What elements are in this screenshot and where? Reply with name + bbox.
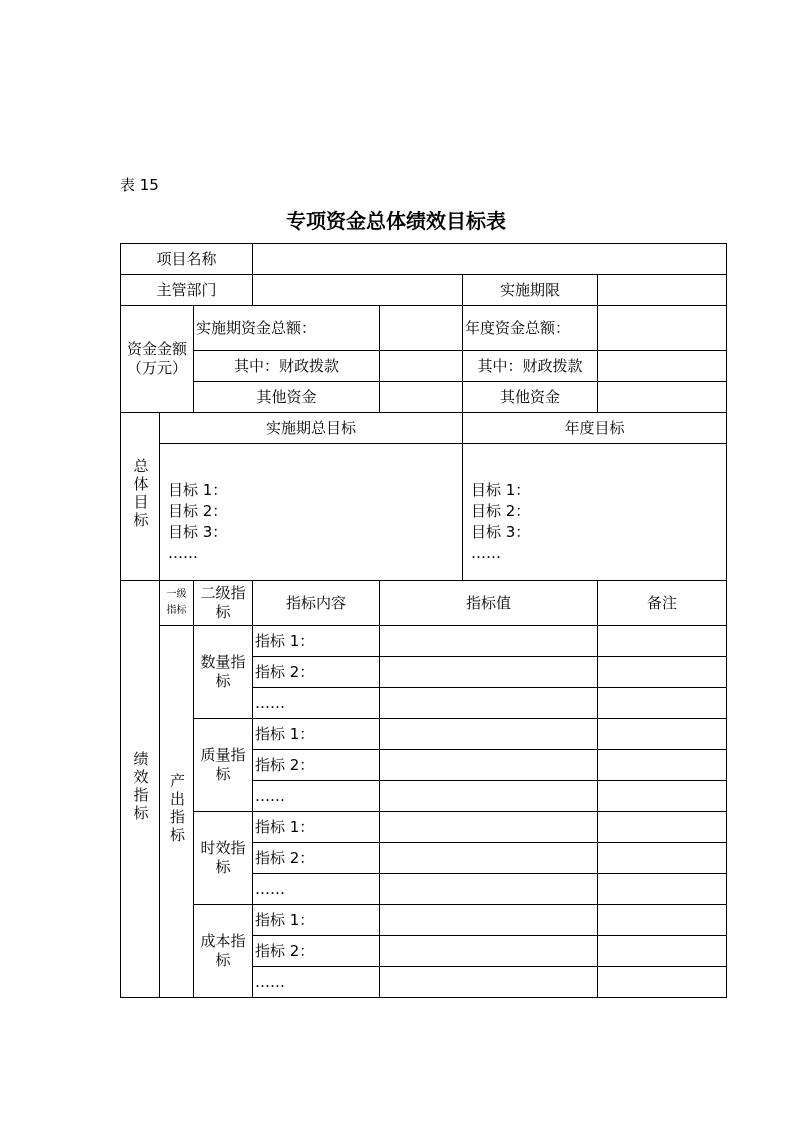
indicators-side bbox=[121, 581, 160, 998]
goal-line: 目标 3： bbox=[471, 523, 531, 541]
indicator-line: 指标 1： bbox=[253, 812, 380, 843]
indicator-value-field[interactable] bbox=[380, 843, 598, 874]
dept-field[interactable] bbox=[253, 275, 463, 306]
table-number: 表 15 bbox=[120, 176, 159, 194]
indicator-note-field[interactable] bbox=[598, 905, 727, 936]
impl-goal-field[interactable] bbox=[160, 444, 463, 581]
content-header: 指标内容 bbox=[253, 581, 380, 626]
goal-line: 目标 1： bbox=[471, 481, 531, 499]
goal-line: …… bbox=[471, 544, 501, 562]
period-label: 实施期限 bbox=[463, 275, 598, 306]
indicator-line: …… bbox=[253, 874, 380, 905]
goal-line: …… bbox=[168, 544, 198, 562]
indicator-note-field[interactable] bbox=[598, 626, 727, 657]
indicator-note-field[interactable] bbox=[598, 936, 727, 967]
funds-label bbox=[121, 306, 194, 413]
dept-label: 主管部门 bbox=[121, 275, 253, 306]
project-name-label: 项目名称 bbox=[121, 244, 253, 275]
indicators-side-text: 绩效指标 bbox=[131, 750, 150, 823]
goal-line: 目标 1： bbox=[168, 481, 228, 499]
indicator-line: 指标 2： bbox=[253, 750, 380, 781]
indicator-line: 指标 1： bbox=[253, 626, 380, 657]
indicator-value-field[interactable] bbox=[380, 719, 598, 750]
impl-goal-header: 实施期总目标 bbox=[160, 413, 463, 444]
impl-total-field[interactable] bbox=[380, 306, 463, 351]
indicator-line: …… bbox=[253, 781, 380, 812]
indicator-line: 指标 1： bbox=[253, 905, 380, 936]
impl-fiscal-label: 其中：财政拨款 bbox=[194, 351, 380, 382]
overall-goals-side-text: 总体目标 bbox=[131, 458, 150, 530]
annual-total-field[interactable] bbox=[598, 306, 727, 351]
annual-total-label: 年度资金总额： bbox=[463, 306, 598, 351]
indicator-value-field[interactable] bbox=[380, 812, 598, 843]
indicator-value-field[interactable] bbox=[380, 750, 598, 781]
performance-goal-table bbox=[120, 243, 727, 998]
indicator-group: 成本指标 bbox=[194, 905, 253, 998]
impl-other-label: 其他资金 bbox=[194, 382, 380, 413]
indicator-value-field[interactable] bbox=[380, 967, 598, 998]
period-field[interactable] bbox=[598, 275, 727, 306]
level2-header: 二级指标 bbox=[194, 581, 253, 626]
indicator-value-field[interactable] bbox=[380, 874, 598, 905]
indicator-value-field[interactable] bbox=[380, 657, 598, 688]
indicator-group: 时效指标 bbox=[194, 812, 253, 905]
indicator-line: 指标 1： bbox=[253, 719, 380, 750]
annual-goal-field[interactable] bbox=[463, 444, 727, 581]
indicator-line: 指标 2： bbox=[253, 843, 380, 874]
annual-goal-header: 年度目标 bbox=[463, 413, 727, 444]
note-header: 备注 bbox=[598, 581, 727, 626]
annual-other-field[interactable] bbox=[598, 382, 727, 413]
goal-line: 目标 3： bbox=[168, 523, 228, 541]
annual-fiscal-field[interactable] bbox=[598, 351, 727, 382]
indicator-note-field[interactable] bbox=[598, 967, 727, 998]
impl-fiscal-field[interactable] bbox=[380, 351, 463, 382]
indicator-line: 指标 2： bbox=[253, 657, 380, 688]
funds-label-text: 资金金额 （万元） bbox=[126, 340, 187, 377]
indicator-value-field[interactable] bbox=[380, 905, 598, 936]
annual-other-label: 其他资金 bbox=[463, 382, 598, 413]
indicator-note-field[interactable] bbox=[598, 843, 727, 874]
indicator-group: 质量指标 bbox=[194, 719, 253, 812]
indicator-value-field[interactable] bbox=[380, 688, 598, 719]
goal-line: 目标 2： bbox=[471, 502, 531, 520]
indicator-line: …… bbox=[253, 688, 380, 719]
indicator-note-field[interactable] bbox=[598, 874, 727, 905]
indicator-note-field[interactable] bbox=[598, 657, 727, 688]
project-name-field[interactable] bbox=[253, 244, 727, 275]
annual-fiscal-label: 其中：财政拨款 bbox=[463, 351, 598, 382]
indicator-note-field[interactable] bbox=[598, 750, 727, 781]
page-title: 专项资金总体绩效目标表 bbox=[286, 209, 506, 233]
indicator-note-field[interactable] bbox=[598, 719, 727, 750]
overall-goals-side bbox=[121, 413, 160, 581]
impl-total-label: 实施期资金总额： bbox=[194, 306, 380, 351]
level1-header: 一级指标 bbox=[160, 581, 194, 626]
indicator-group: 数量指标 bbox=[194, 626, 253, 719]
indicator-line: …… bbox=[253, 967, 380, 998]
goal-line: 目标 2： bbox=[168, 502, 228, 520]
indicator-line: 指标 2： bbox=[253, 936, 380, 967]
indicator-value-field[interactable] bbox=[380, 936, 598, 967]
output-indicator bbox=[160, 626, 194, 998]
indicator-note-field[interactable] bbox=[598, 781, 727, 812]
indicator-note-field[interactable] bbox=[598, 688, 727, 719]
value-header: 指标值 bbox=[380, 581, 598, 626]
indicator-value-field[interactable] bbox=[380, 781, 598, 812]
impl-other-field[interactable] bbox=[380, 382, 463, 413]
output-indicator-text: 产出指标 bbox=[168, 773, 186, 845]
indicator-value-field[interactable] bbox=[380, 626, 598, 657]
indicator-note-field[interactable] bbox=[598, 812, 727, 843]
